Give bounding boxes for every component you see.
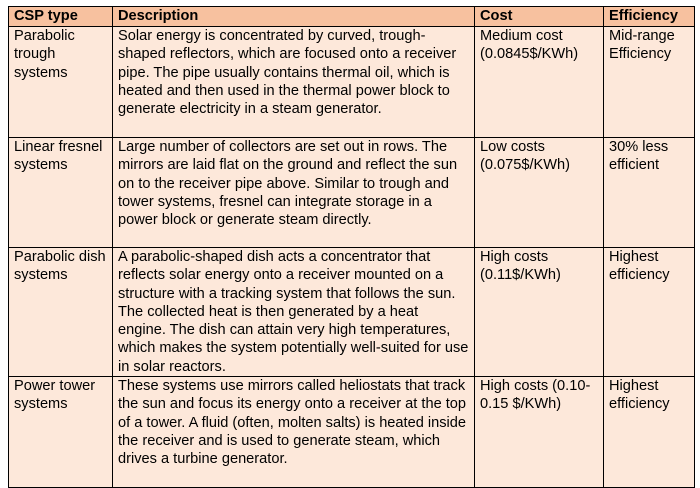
efficiency-cell: Highest efficiency [604, 377, 695, 488]
csp-comparison-table [8, 6, 695, 488]
description-cell: Solar energy is concentrated by curved, trough-shaped reflectors, which are focused onto a receiver pipe. The pipe usually contains thermal oil, which is heated and then used in the thermal power block to generate electricity in a steam generator. [113, 27, 475, 138]
cost-cell: Medium cost (0.0845$/KWh) [475, 27, 604, 138]
efficiency-cell: Highest efficiency [604, 248, 695, 377]
efficiency-cell: Mid-range Efficiency [604, 27, 695, 138]
description-cell: Large number of collectors are set out in rows. The mirrors are laid flat on the ground and reflect the sun on to the receiver pipe above. Similar to trough and tower systems, fresnel can integrate storage in a power block or generate steam directly. [113, 138, 475, 248]
cost-cell: High costs (0.10- 0.15 $/KWh) [475, 377, 604, 488]
csp-type-cell: Parabolic trough systems [9, 27, 113, 138]
header-efficiency: Efficiency [604, 7, 695, 27]
csp-type-cell: Parabolic dish systems [9, 248, 113, 377]
header-csp-type: CSP type [9, 7, 113, 27]
table-row [9, 377, 695, 488]
cost-cell: High costs (0.11$/KWh) [475, 248, 604, 377]
header-row [9, 7, 695, 27]
csp-type-cell: Power tower systems [9, 377, 113, 488]
table-row [9, 248, 695, 377]
header-cost: Cost [475, 7, 604, 27]
description-cell: A parabolic-shaped dish acts a concentrator that reflects solar energy onto a receiver mounted on a structure with a tracking system that follows the sun. The collected heat is then generated by a heat engine. The dish can attain very high temperatures, which makes the system potentially well-suited for use in solar reactors. [113, 248, 475, 377]
csp-type-cell: Linear fresnel systems [9, 138, 113, 248]
efficiency-cell: 30% less efficient [604, 138, 695, 248]
table-row [9, 27, 695, 138]
cost-cell: Low costs (0.075$/KWh) [475, 138, 604, 248]
table-row [9, 138, 695, 248]
header-description: Description [113, 7, 475, 27]
description-cell: These systems use mirrors called heliostats that track the sun and focus its energy onto a receiver at the top of a tower. A fluid (often, molten salts) is heated inside the receiver and is used to generate steam, which drives a turbine generator. [113, 377, 475, 488]
